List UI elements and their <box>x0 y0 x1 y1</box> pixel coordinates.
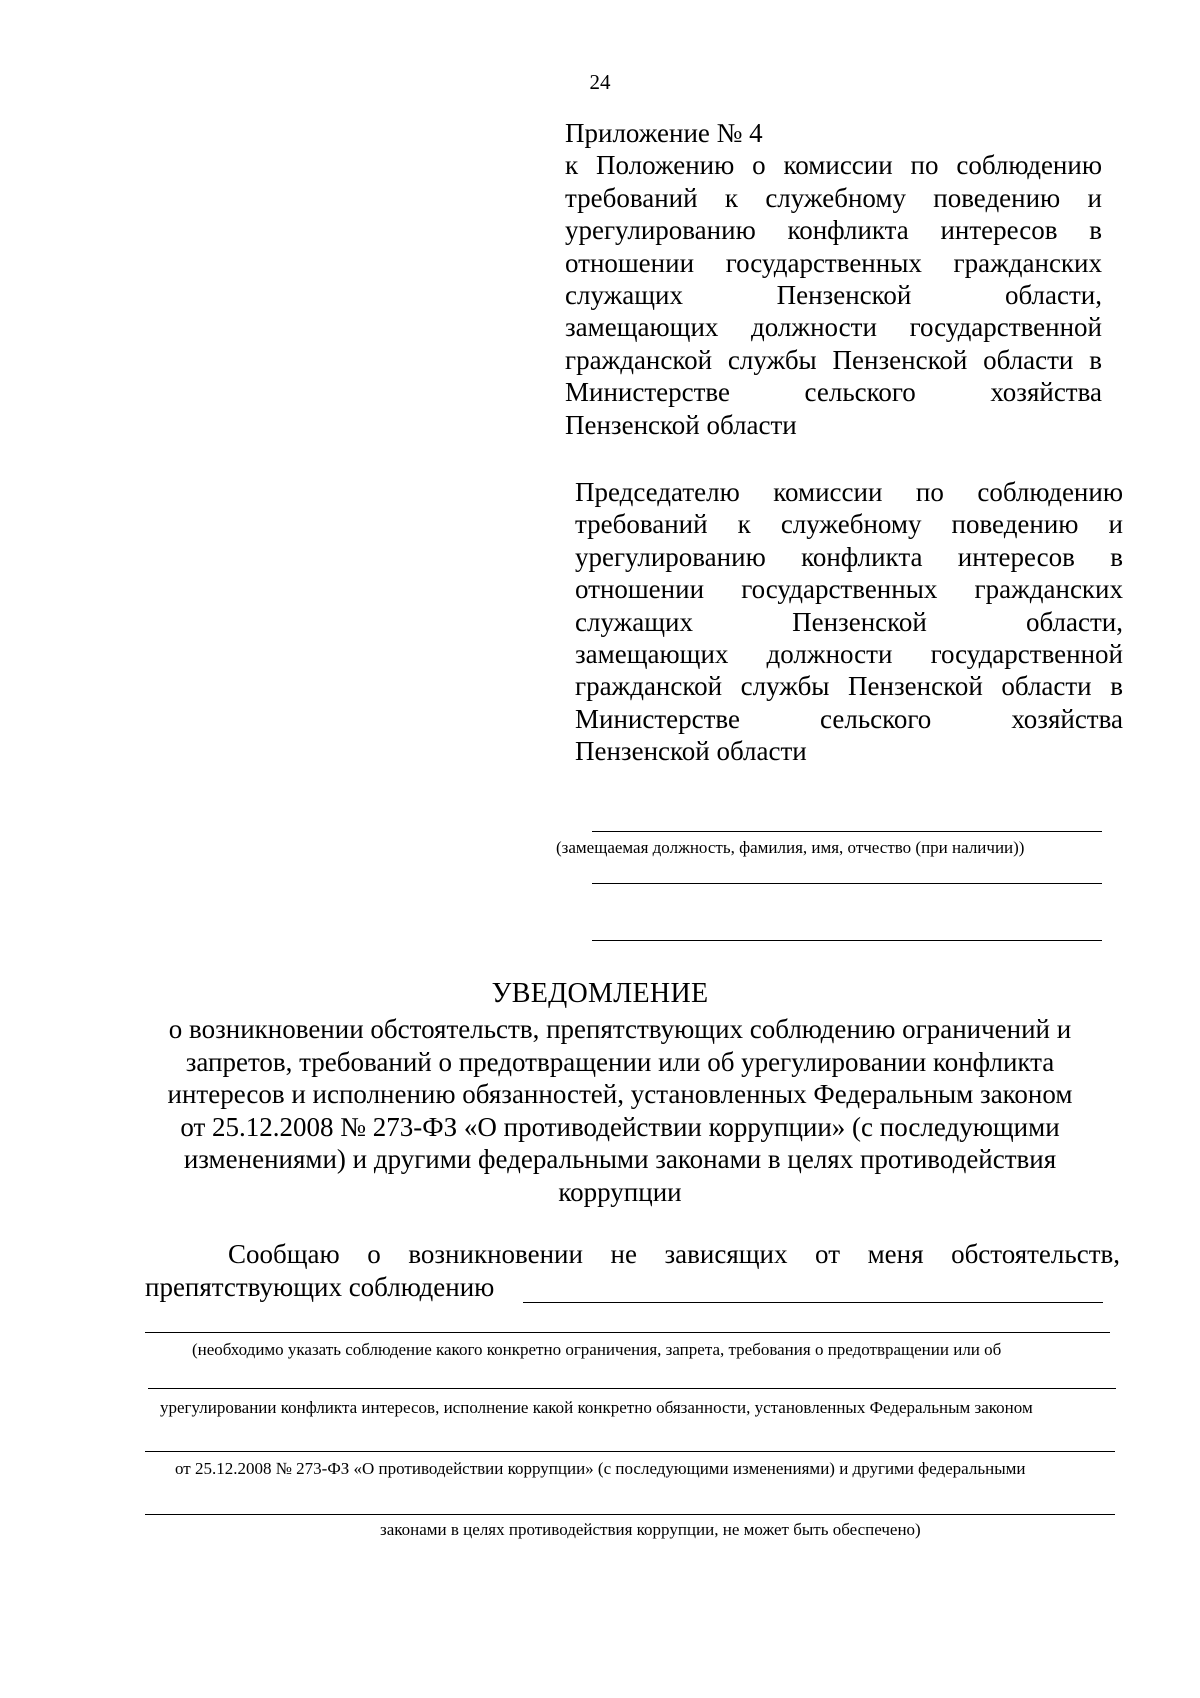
appendix-heading: Приложение № 4 <box>565 118 763 148</box>
subtitle-line: изменениями) и другими федеральными законами в целях противодействия <box>183 1144 1057 1174</box>
addressee-line: требований к служебному поведению и <box>575 509 1123 540</box>
addressee-line: урегулированию конфликта интересов в <box>575 541 1123 572</box>
appendix-line: Пензенской области <box>565 409 797 440</box>
addressee-line: отношении государственных гражданских <box>575 574 1123 605</box>
addressee-line: гражданской службы Пензенской области в <box>575 671 1123 702</box>
addressee-line: Министерстве сельского хозяйства <box>575 703 1123 734</box>
body-first-line <box>228 1239 1120 1270</box>
appendix-line: Министерстве сельского хозяйства <box>565 377 1102 408</box>
obstacle-fill-line[interactable] <box>145 1332 1110 1333</box>
obstacle-fill-line[interactable] <box>523 1302 1103 1303</box>
body-second-line: препятствующих соблюдению <box>145 1272 495 1302</box>
appendix-line: к Положению о комиссии по соблюдению <box>565 150 1102 181</box>
sender-fill-line[interactable] <box>592 831 1102 832</box>
field-caption: законами в целях противодействия коррупции, не может быть обеспечено) <box>380 1520 921 1539</box>
field-caption: урегулировании конфликта интересов, исполнение какой конкретно обязанности, установленных Федеральным законом <box>160 1398 1033 1417</box>
addressee-line: Пензенской области <box>575 736 807 767</box>
subtitle-line: коррупции <box>558 1176 682 1207</box>
addressee-line: служащих Пензенской области, <box>575 606 1123 637</box>
sender-fill-line[interactable] <box>592 940 1102 941</box>
appendix-line: требований к служебному поведению и <box>565 182 1102 213</box>
sender-fill-line[interactable] <box>592 883 1102 884</box>
field-caption: (необходимо указать соблюдение какого конкретно ограничения, запрета, требования о предотвращении или об <box>192 1340 1002 1359</box>
subtitle-line: от 25.12.2008 № 273-ФЗ «О противодействии коррупции» (с последующими <box>180 1111 1060 1142</box>
addressee-line: замещающих должности государственной <box>575 638 1123 669</box>
document-subtitle <box>130 1013 1110 1208</box>
obstacle-fill-line[interactable] <box>148 1388 1116 1389</box>
field-caption: от 25.12.2008 № 273-ФЗ «О противодействии коррупции» (с последующими изменениями) и другими федеральными <box>175 1459 1026 1478</box>
document-title: УВЕДОМЛЕНИЕ <box>491 978 709 1009</box>
addressee-line: Председателю комиссии по соблюдению <box>575 477 1123 507</box>
obstacle-fill-line[interactable] <box>145 1451 1115 1452</box>
appendix-line: урегулированию конфликта интересов в <box>565 215 1102 246</box>
appendix-line: служащих Пензенской области, <box>565 279 1102 310</box>
appendix-line: гражданской службы Пензенской области в <box>565 344 1102 375</box>
sender-caption: (замещаемая должность, фамилия, имя, отчество (при наличии)) <box>556 838 1025 857</box>
page-number: 24 <box>589 70 611 94</box>
subtitle-line: запретов, требований о предотвращении или об урегулировании конфликта <box>185 1046 1055 1077</box>
body-text: Сообщаю о возникновении не зависящих от меня обстоятельств, <box>228 1239 1120 1269</box>
obstacle-fill-line[interactable] <box>145 1514 1115 1515</box>
appendix-line: отношении государственных гражданских <box>565 247 1102 278</box>
appendix-line: замещающих должности государственной <box>565 312 1102 343</box>
subtitle-line: интересов и исполнению обязанностей, установленных Федеральным законом <box>167 1079 1073 1109</box>
appendix-block <box>565 117 1102 441</box>
addressee-block <box>575 476 1123 768</box>
subtitle-line: о возникновении обстоятельств, препятствующих соблюдению ограничений и <box>168 1014 1072 1044</box>
